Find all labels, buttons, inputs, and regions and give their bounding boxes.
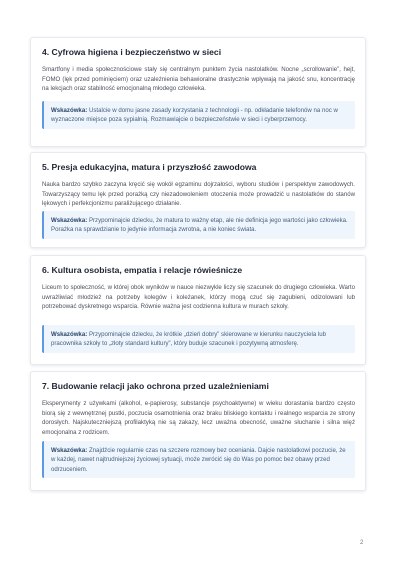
tip-label: Wskazówka: <box>51 447 88 454</box>
section-card-education-pressure <box>30 152 366 248</box>
tip-box <box>42 325 355 353</box>
tip-text: Znajdźcie regularnie czas na szczere rozmowy bez oceniania. Dajcie nastolatkowi poczucie, że w każdej, nawet najtrudniejszej życiowej sytuacji, może zwrócić się do Was po pomoc bez obawy przed odrzuceniem. <box>51 447 346 473</box>
tip-label: Wskazówka: <box>51 107 88 114</box>
tip-text: Przypominajcie dziecku, że krótkie „dzień dobry” skierowane w kierunku nauczyciela lub pracownika szkoły to „złoty standard kultury”, który buduje szacunek i pozytywną atmosferę. <box>51 331 327 348</box>
tip-box <box>42 101 355 129</box>
tip-box <box>42 441 355 478</box>
section-title: 4. Cyfrowa higiena i bezpieczeństwo w sieci <box>42 47 222 57</box>
tip-text: Ustalcie w domu jasne zasady korzystania z technologii - np. odkładanie telefonów na noc w wyznaczone miejsce poza sypialnią. Rozmawiajcie o bezpieczeństwie w sieci i cyberprzemocy. <box>51 107 338 124</box>
section-body: Eksperymenty z używkami (alkohol, e-papierosy, substancje psychoaktywne) w wieku dorastania bardzo często biorą się z wewnętrznej pustki, poczucia osamotnienia oraz braku bliskiego kontaktu i realnego wsparcia ze strony dorosłych. Najskuteczniejszą profilaktyką nie są zakazy, lecz uważna obecność, uważne słuchanie i silna więź emocjonalna z rodzicem. <box>42 400 355 436</box>
tip-label: Wskazówka: <box>51 331 88 338</box>
section-card-digital-hygiene <box>30 37 366 147</box>
page-number: 2 <box>360 540 364 546</box>
section-body: Nauka bardzo szybko zaczyna kręcić się wokół egzaminu dojrzałości, wyboru studiów i perspektyw zawodowych. Towarzyszący temu lęk przed porażką czy niezadowoleniem otoczenia może prowadzić u nastolatków do stanów lękowych i perfekcjonizmu paraliżującego działanie. <box>42 181 355 208</box>
tip-text: Przypominajcie dziecku, że matura to ważny etap, ale nie definicja jego wartości jako człowieka. Porażka na sprawdzianie to jedynie informacja zwrotna, a nie koniec świata. <box>51 217 348 234</box>
tip-label: Wskazówka: <box>51 217 88 224</box>
section-card-addiction-prevention <box>30 371 366 491</box>
section-title: 5. Presja edukacyjna, matura i przyszłość zawodowa <box>42 162 257 172</box>
section-title: 6. Kultura osobista, empatia i relacje rówieśnicze <box>42 265 243 275</box>
section-body: Smartfony i media społecznościowe stały się centralnym punktem życia nastolatków. Nocne „scrollowanie”, hejt, FOMO (lęk przed pominięciem) oraz uzależnienia behawioralne drastycznie wpływają na jakość snu, koncentrację na lekcjach oraz stabilność emocjonalną młodego człowieka. <box>42 66 355 93</box>
tip-box <box>42 211 355 239</box>
section-card-personal-culture <box>30 255 366 365</box>
section-title: 7. Budowanie relacji jako ochrona przed uzależnieniami <box>42 381 269 391</box>
section-body: Liceum to społeczność, w której obok wyników w nauce niezwykle liczy się szacunek do drugiego człowieka. Warto uwrażliwiać młodzież na potrzeby kolegów i koleżanek, którzy mogą czuć się zagubieni, odizolowani lub potrzebować dyskretnego wsparcia. Równie ważna jest codzienna kultura w murach szkoły. <box>42 284 355 311</box>
